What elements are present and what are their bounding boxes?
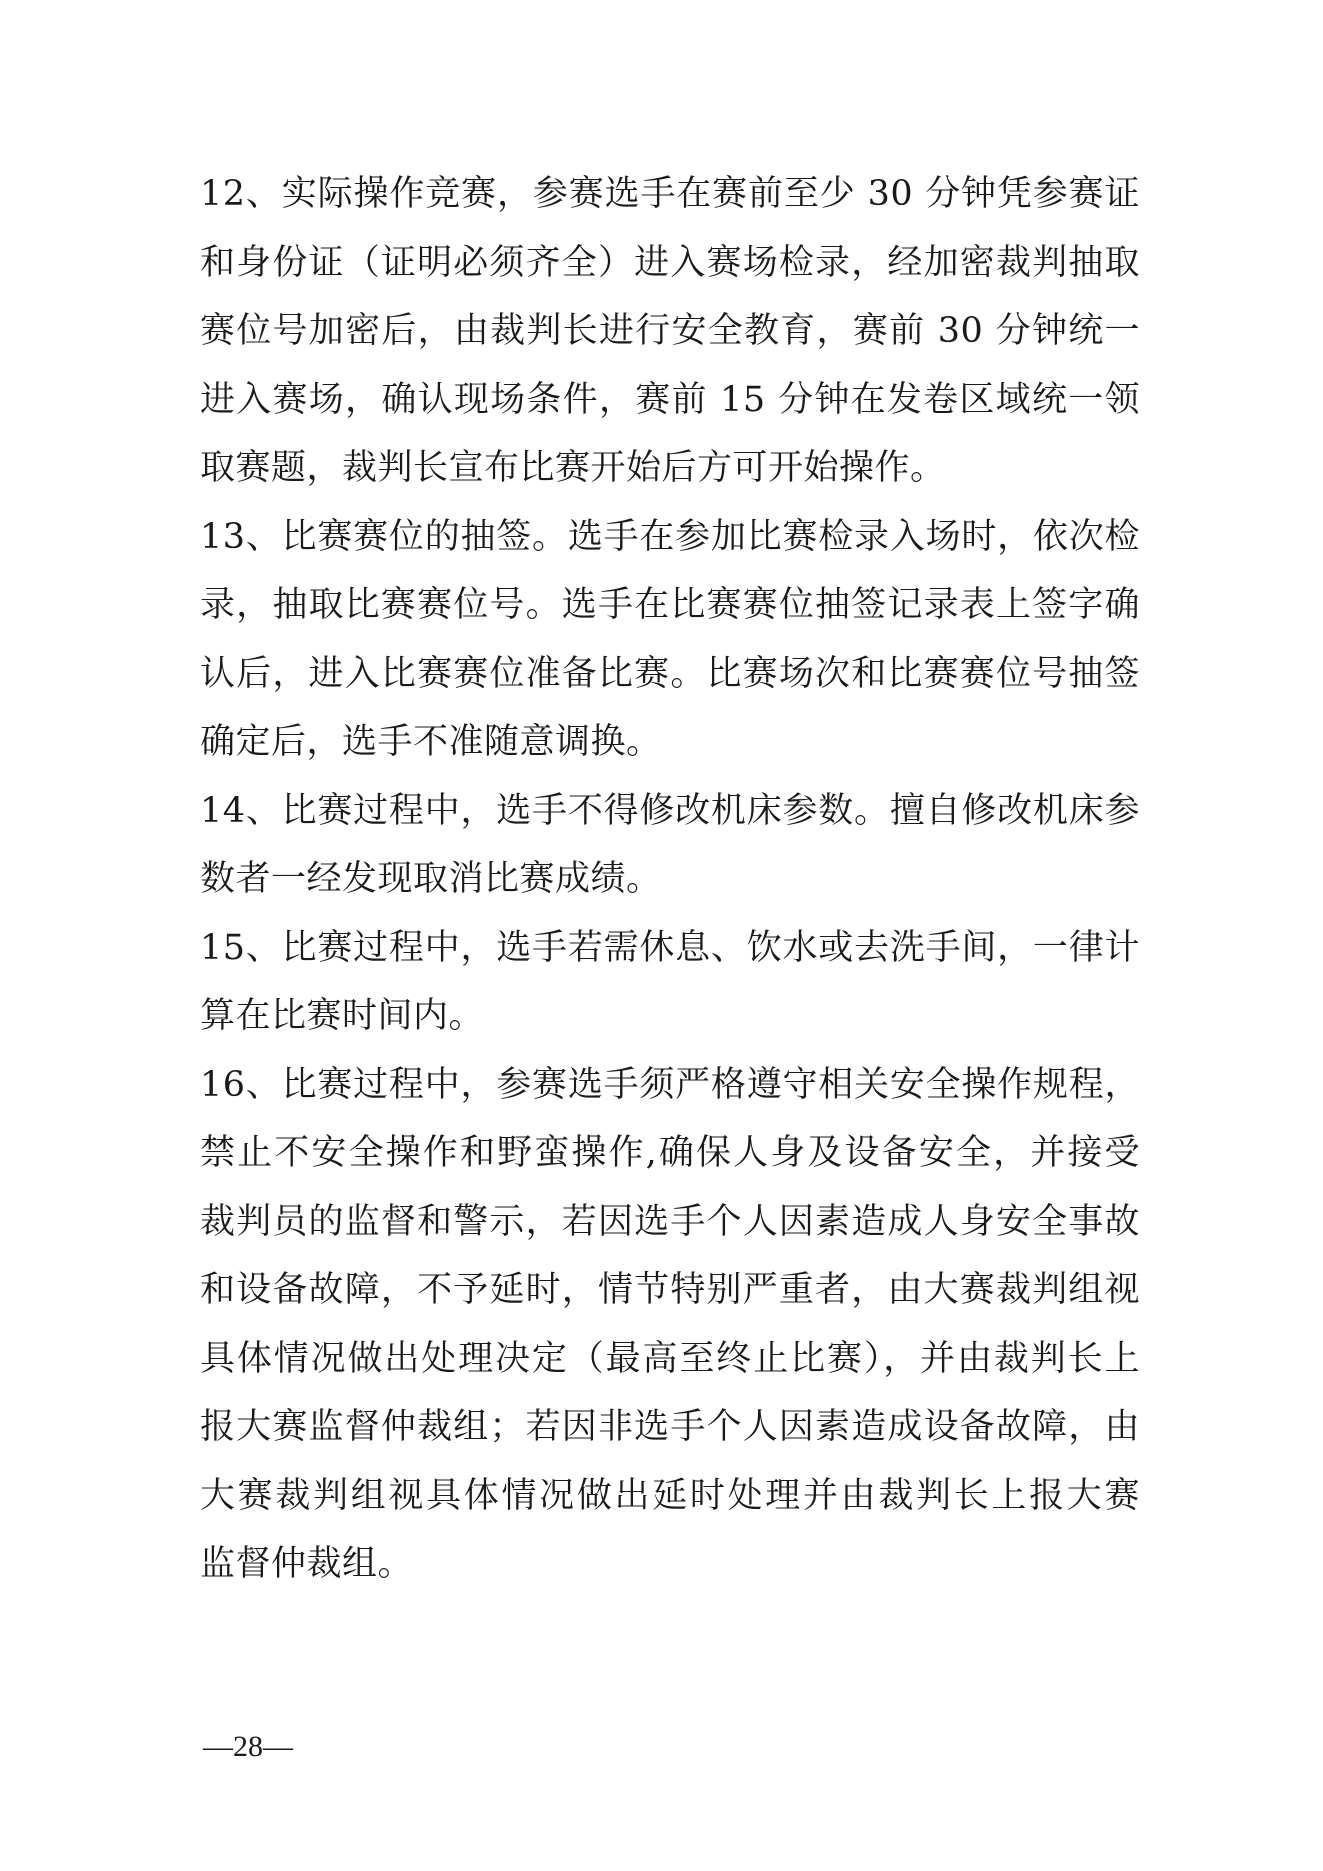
paragraph-item-13	[200, 503, 1140, 777]
paragraph-line: 报大赛监督仲裁组；若因非选手个人因素造成设备故障，由	[200, 1407, 1140, 1447]
paragraph-line: 14、比赛过程中，选手不得修改机床参数。擅自修改机床参	[200, 790, 1140, 831]
paragraph-line: 具体情况做出处理决定（最高至终止比赛），并由裁判长上	[200, 1338, 1140, 1379]
paragraph-line: 认后，进入比赛赛位准备比赛。比赛场次和比赛赛位号抽签	[200, 653, 1140, 694]
paragraph-line: 和设备故障，不予延时，情节特别严重者，由大赛裁判组视	[200, 1270, 1140, 1310]
paragraph-line: 确定后，选手不准随意调换。	[200, 722, 662, 762]
document-body	[200, 160, 1140, 1599]
paragraph-line: 赛位号加密后，由裁判长进行安全教育，赛前 30 分钟统一	[200, 311, 1140, 351]
paragraph-line: 算在比赛时间内。	[200, 996, 485, 1036]
paragraph-line: 12、实际操作竞赛，参赛选手在赛前至少 30 分钟凭参赛证	[200, 174, 1140, 214]
paragraph-line: 禁止不安全操作和野蛮操作,确保人身及设备安全，并接受	[200, 1133, 1140, 1173]
paragraph-line: 监督仲裁组。	[200, 1544, 414, 1584]
paragraph-line: 16、比赛过程中，参赛选手须严格遵守相关安全操作规程，	[200, 1064, 1140, 1105]
paragraph-line: 数者一经发现取消比赛成绩。	[200, 859, 662, 899]
paragraph-line: 13、比赛赛位的抽签。选手在参加比赛检录入场时，依次检	[200, 516, 1140, 557]
paragraph-line: 录，抽取比赛赛位号。选手在比赛赛位抽签记录表上签字确	[200, 585, 1140, 625]
page-number: —28—	[203, 1730, 293, 1763]
paragraph-line: 进入赛场，确认现场条件，赛前 15 分钟在发卷区域统一领	[200, 379, 1140, 420]
paragraph-line: 15、比赛过程中，选手若需休息、饮水或去洗手间，一律计	[200, 927, 1140, 968]
paragraph-line: 和身份证（证明必须齐全）进入赛场检录，经加密裁判抽取	[200, 242, 1140, 283]
paragraph-line: 大赛裁判组视具体情况做出延时处理并由裁判长上报大赛	[200, 1475, 1140, 1516]
paragraph-item-15	[200, 914, 1140, 1051]
paragraph-item-12	[200, 160, 1140, 503]
paragraph-line: 裁判员的监督和警示，若因选手个人因素造成人身安全事故	[200, 1201, 1140, 1242]
paragraph-line: 取赛题，裁判长宣布比赛开始后方可开始操作。	[200, 448, 946, 488]
paragraph-item-16	[200, 1051, 1140, 1599]
paragraph-item-14	[200, 777, 1140, 914]
